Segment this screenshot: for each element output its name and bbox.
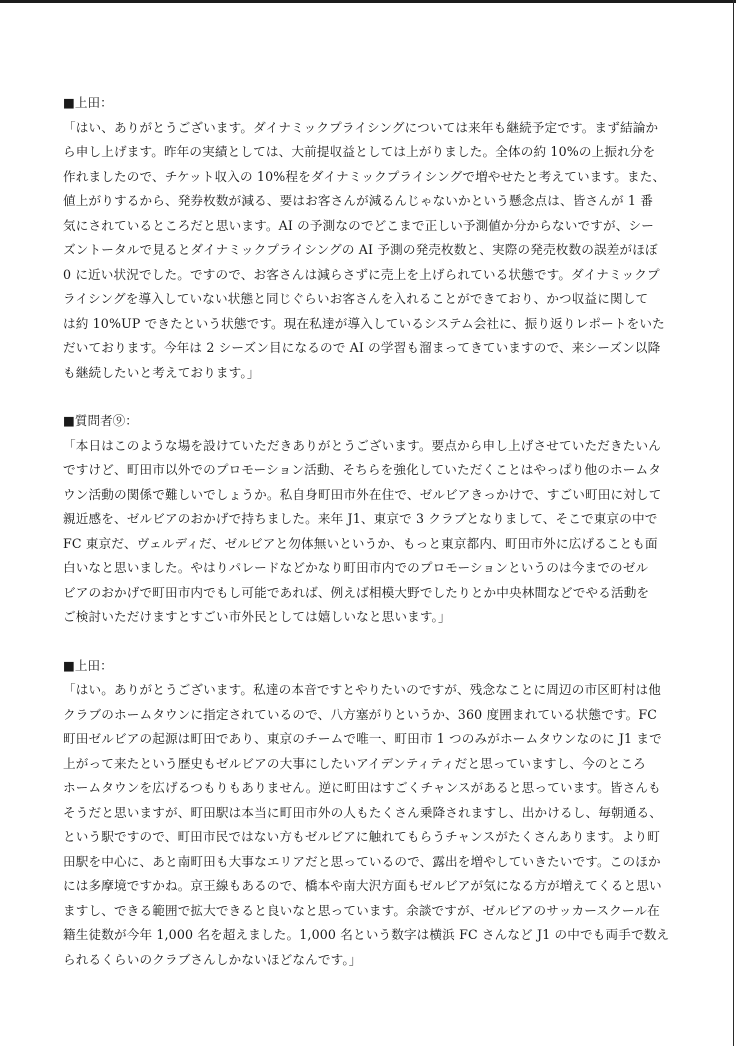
paragraph-line: そうだと思いますが、町田駅は本当に町田市外の人もたくさん乗降されますし、出かけるし、毎朝通る、	[63, 804, 662, 820]
transcript-section	[63, 91, 673, 385]
paragraph-line: クラブのホームタウンに指定されているので、八方塞がりというか、360 度囲まれている状態です。FC	[63, 706, 658, 722]
paragraph-line: という駅ですので、町田市民ではない方もゼルビアに触れてもらうチャンスがたくさんあります。より町	[63, 829, 660, 844]
paragraph-line: ご検討いただけますとすごい市外民としては嬉しいなと思います。」	[63, 609, 451, 624]
window-right-border	[733, 0, 734, 1046]
window-top-border	[0, 0, 736, 3]
paragraph-line: 町田ゼルビアの起源は町田であり、東京のチームで唯一、町田市 1 つのみがホームタウンなのに J1 まで	[63, 731, 662, 746]
paragraph-line: には多摩境ですかね。京王線もあるので、橋本や南大沢方面もゼルビアが気になる方が増えてくると思い	[63, 878, 662, 893]
paragraph-line: 「本日はこのような場を設けていただきありがとうございます。要点から申し上げさせていただきたいん	[63, 437, 661, 453]
transcript-section	[63, 409, 673, 630]
speaker-label: ■上田：	[63, 657, 113, 673]
transcript-section	[63, 654, 673, 973]
paragraph-line: 「はい、ありがとうございます。ダイナミックプライシングについては来年も継続予定です。まず結論か	[63, 119, 659, 135]
paragraph-line: ですけど、町田市以外でのプロモーション活動、そちらを強化していただくことはやっぱり他のホームタ	[63, 462, 661, 477]
paragraph-line: も継続したいと考えております。」	[63, 364, 260, 380]
paragraph-line: ライシングを導入していない状態と同じぐらいお客さんを入れることができており、かつ収益に関して	[63, 291, 649, 306]
paragraph-line: 田駅を中心に、あと南町田も大事なエリアだと思っているので、露出を増やしていきたいです。このほか	[63, 853, 661, 869]
paragraph-line: 白いなと思いました。やはりパレードなどかなり町田市内でのプロモーションというのは今までのゼル	[63, 560, 649, 575]
document-page	[63, 91, 673, 996]
paragraph-line: だいております。今年は 2 シーズン目になるので AI の学習も溜まってきていますので、来シーズン以降	[63, 340, 661, 355]
paragraph-line: られるくらいのクラブさんしかないほどなんです。」	[63, 951, 362, 967]
paragraph-line: ますし、できる範囲で拡大できると良いなと思っています。余談ですが、ゼルビアのサッカースクール在	[63, 902, 660, 918]
paragraph-line: 気にされているところだと思います。AI の予測なのでどこまで正しい予測値か分からないですが、シー	[63, 217, 654, 233]
paragraph-line: ウン活動の関係で難しいでしょうか。私自身町田市外在住で、ゼルビアきっかけで、すごい町田に対して	[63, 486, 662, 502]
paragraph-line: 上がって来たという歴史もゼルビアの大事にしたいアイデンティティだと思っていますし、今のところ	[63, 755, 646, 771]
paragraph-line: ズントータルで見るとダイナミックプライシングの AI 予測の発売枚数と、実際の発売枚数の誤差がほぼ	[63, 242, 658, 257]
paragraph-line: 籍生徒数が今年 1,000 名を超えました。1,000 名という数字は横浜 FC さんなど J1 の中でも両手で数え	[63, 927, 670, 942]
paragraph-line: 値上がりするから、発券枚数が減る、要はお客さんが減るんじゃないかという懸念点は、皆さんが 1 番	[63, 193, 653, 208]
paragraph-line: は約 10%UP できたという状態です。現在私達が導入しているシステム会社に、振り返りレポートをいた	[63, 315, 665, 331]
paragraph-line: 作れましたので、チケット収入の 10%程をダイナミックプライシングで増やせたと考えています。また、	[63, 168, 666, 184]
paragraph-line: 0 に近い状況でした。ですので、お客さんは減らさずに売上を上げられている状態です。ダイナミックプ	[63, 266, 660, 282]
paragraph-line: 親近感を、ゼルビアのおかげで持ちました。来年 J1、東京で 3 クラブとなりまして、そこで東京の中で	[63, 511, 658, 526]
paragraph-line: ら申し上げます。昨年の実績としては、大前提収益としては上がりました。全体の約 10%の上振れ分を	[63, 144, 656, 159]
speaker-label: ■質問者⑨：	[63, 413, 138, 428]
paragraph-line: 「はい。ありがとうございます。私達の本音ですとやりたいのですが、残念なことに周辺の市区町村は他	[63, 682, 661, 697]
speaker-label: ■上田：	[63, 95, 113, 110]
paragraph-line: ビアのおかげで町田市内でもし可能であれば、例えば相模大野でしたりとか中央林間などでやる活動を	[63, 584, 650, 600]
paragraph-line: FC 東京だ、ヴェルディだ、ゼルビアと勿体無いというか、もっと東京都内、町田市外に広げることも面	[63, 535, 658, 551]
paragraph-line: ホームタウンを広げるつもりもありません。逆に町田はすごくチャンスがあると思っています。皆さんも	[63, 780, 661, 795]
